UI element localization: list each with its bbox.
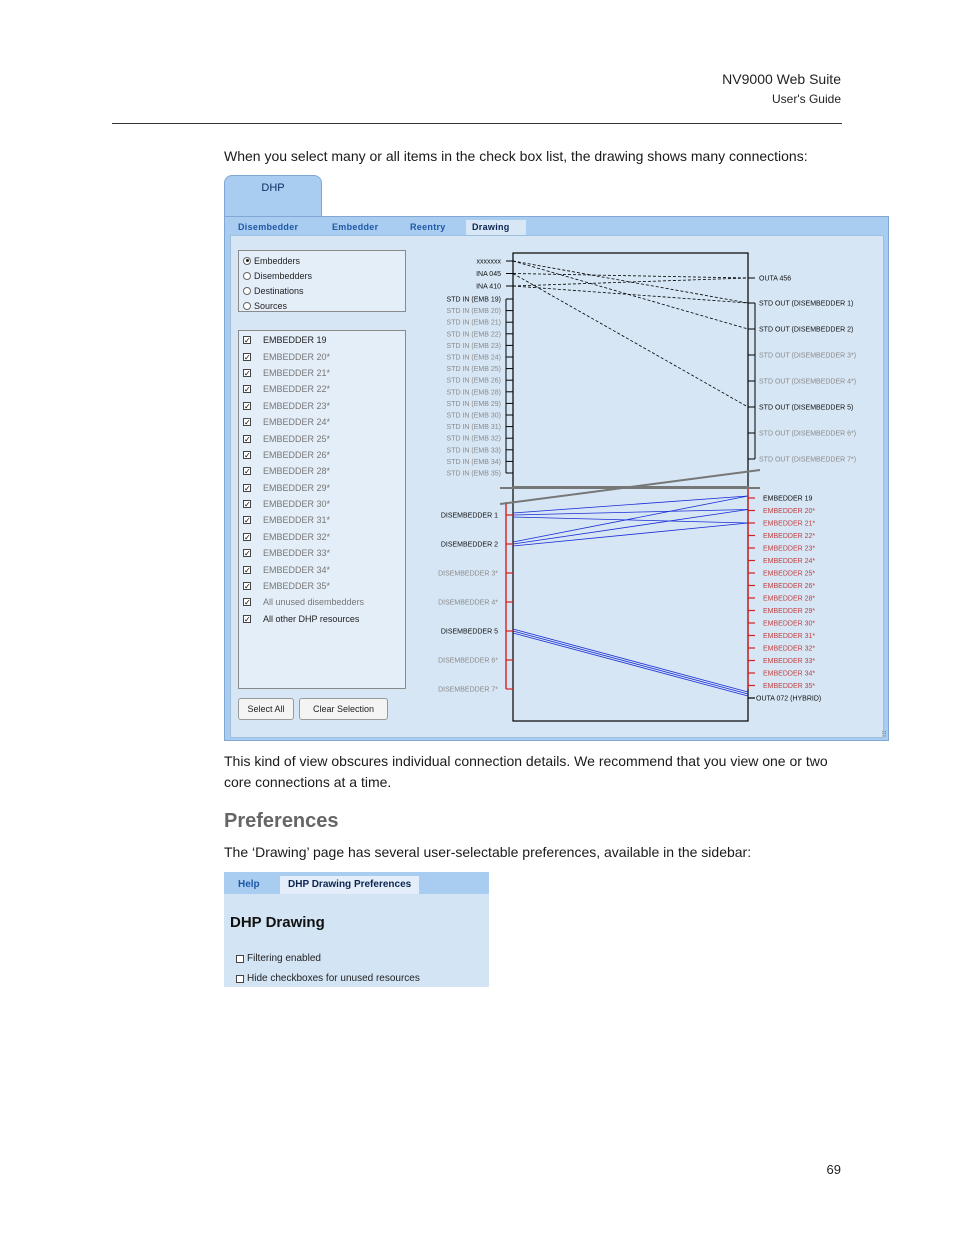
check-item-label: EMBEDDER 25* bbox=[263, 433, 331, 444]
disembedder-label: DISEMBEDDER 4* bbox=[438, 599, 498, 607]
input-label: STD IN (EMB 19) bbox=[446, 296, 501, 304]
embedder-label: EMBEDDER 22* bbox=[763, 533, 816, 540]
checkbox-checked-icon[interactable]: ✓ bbox=[244, 467, 251, 477]
embedder-label: EMBEDDER 25* bbox=[763, 570, 816, 578]
disembedder-label: DISEMBEDDER 1 bbox=[440, 512, 498, 520]
input-label: STD IN (EMB 23) bbox=[446, 342, 501, 350]
clear-selection-button[interactable]: Clear Selection bbox=[299, 698, 388, 720]
input-label: STD IN (EMB 35) bbox=[446, 470, 501, 478]
disembedder-label: DISEMBEDDER 6* bbox=[438, 657, 498, 665]
tab-dhp[interactable]: DHP bbox=[224, 175, 322, 219]
checkbox-checked-icon[interactable]: ✓ bbox=[244, 483, 251, 493]
check-item-label: EMBEDDER 33* bbox=[263, 548, 331, 559]
resize-grip-icon[interactable]: ⠿ bbox=[881, 730, 887, 739]
input-label: STD IN (EMB 28) bbox=[446, 389, 501, 397]
disembedder-label: DISEMBEDDER 3* bbox=[438, 570, 498, 578]
checkbox-checked-icon[interactable]: ✓ bbox=[244, 598, 251, 608]
input-label: STD IN (EMB 32) bbox=[446, 435, 501, 443]
connection-blue bbox=[513, 629, 748, 692]
header-rule bbox=[112, 123, 842, 124]
connection-dashed bbox=[513, 278, 748, 286]
input-label: xxxxxxx bbox=[476, 258, 501, 266]
input-label: STD IN (EMB 21) bbox=[446, 319, 501, 327]
input-label: STD IN (EMB 26) bbox=[446, 377, 501, 385]
input-label: STD IN (EMB 24) bbox=[446, 354, 501, 362]
check-item-label: EMBEDDER 26* bbox=[263, 449, 331, 460]
subtab-drawing[interactable]: Drawing bbox=[466, 220, 526, 235]
checkbox-checked-icon[interactable]: ✓ bbox=[244, 516, 251, 526]
prefs-title: DHP Drawing bbox=[230, 914, 325, 931]
connection-dashed bbox=[513, 286, 748, 303]
embedder-label: EMBEDDER 28* bbox=[763, 595, 816, 603]
output-label: STD OUT (DISEMBEDDER 5) bbox=[759, 404, 854, 412]
output-label: OUTA 456 bbox=[759, 275, 792, 283]
checkbox-checked-icon[interactable]: ✓ bbox=[244, 532, 251, 542]
input-label: STD IN (EMB 29) bbox=[446, 400, 501, 408]
input-label: STD IN (EMB 34) bbox=[446, 458, 501, 466]
check-item-label: EMBEDDER 28* bbox=[263, 466, 331, 477]
embedder-label: EMBEDDER 31* bbox=[763, 633, 816, 640]
checkbox-checked-icon[interactable]: ✓ bbox=[244, 582, 251, 592]
connection-blue bbox=[513, 517, 748, 523]
drawing-preferences-screenshot bbox=[224, 872, 489, 987]
checkbox-checked-icon[interactable]: ✓ bbox=[244, 401, 251, 411]
check-item-label: All unused disembedders bbox=[263, 597, 365, 608]
input-label: INA 045 bbox=[476, 271, 501, 278]
connection-dashed bbox=[513, 261, 748, 329]
checkbox-checked-icon[interactable]: ✓ bbox=[244, 565, 251, 575]
connection-dashed bbox=[513, 274, 748, 408]
checkbox-checked-icon[interactable]: ✓ bbox=[244, 352, 251, 362]
pref-hide-unused-checkboxes[interactable]: Hide checkboxes for unused resources bbox=[236, 973, 420, 984]
input-label: STD IN (EMB 31) bbox=[446, 424, 501, 432]
embedder-label: EMBEDDER 19 bbox=[763, 495, 813, 503]
radio-sources[interactable]: Sources bbox=[239, 298, 405, 313]
checkbox-checked-icon[interactable]: ✓ bbox=[244, 368, 251, 378]
checkbox-checked-icon[interactable]: ✓ bbox=[244, 450, 251, 460]
embedder-label: EMBEDDER 20* bbox=[763, 508, 816, 515]
check-item-label: EMBEDDER 34* bbox=[263, 564, 331, 575]
checkbox-checked-icon[interactable]: ✓ bbox=[244, 336, 251, 346]
checkbox-icon[interactable] bbox=[236, 975, 244, 983]
embedder-label: EMBEDDER 23* bbox=[763, 545, 816, 553]
input-label: STD IN (EMB 20) bbox=[446, 308, 501, 316]
input-label: STD IN (EMB 30) bbox=[446, 412, 501, 420]
intro-paragraph: When you select many or all items in the check box list, the drawing shows many connections: bbox=[224, 148, 808, 164]
disembedder-label: DISEMBEDDER 2 bbox=[440, 541, 498, 549]
check-item-label: EMBEDDER 23* bbox=[263, 400, 331, 411]
pref-filtering-enabled[interactable]: Filtering enabled bbox=[236, 953, 321, 964]
check-item-label: EMBEDDER 19 bbox=[263, 335, 327, 346]
subtab-disembedder[interactable]: Disembedder bbox=[238, 222, 299, 232]
checkbox-checked-icon[interactable]: ✓ bbox=[244, 434, 251, 444]
embedder-label: EMBEDDER 29* bbox=[763, 608, 816, 615]
embedder-label: EMBEDDER 34* bbox=[763, 670, 816, 678]
check-item-label: EMBEDDER 29* bbox=[263, 482, 331, 493]
dhp-drawing-screenshot bbox=[224, 175, 889, 741]
header-title: NV9000 Web Suite bbox=[722, 71, 841, 87]
check-item-label: All other DHP resources bbox=[263, 613, 360, 624]
check-item-label: EMBEDDER 30* bbox=[263, 499, 331, 510]
connection-blue bbox=[513, 496, 748, 542]
check-item-label: EMBEDDER 35* bbox=[263, 581, 331, 592]
embedder-label: EMBEDDER 33* bbox=[763, 658, 816, 665]
embedder-label: EMBEDDER 30* bbox=[763, 620, 816, 628]
checkbox-checked-icon[interactable]: ✓ bbox=[244, 385, 251, 395]
prefs-intro-paragraph: The ‘Drawing’ page has several user-selectable preferences, available in the sidebar: bbox=[224, 844, 752, 860]
input-label: STD IN (EMB 33) bbox=[446, 447, 501, 455]
radio-embedders[interactable]: Embedders bbox=[239, 253, 405, 268]
output-label: STD OUT (DISEMBEDDER 3*) bbox=[759, 352, 857, 360]
embedder-label: EMBEDDER 35* bbox=[763, 683, 816, 690]
after-paragraph: This kind of view obscures individual connection details. We recommend that you view one or two core connections at a time. bbox=[224, 753, 828, 790]
output-label: STD OUT (DISEMBEDDER 6*) bbox=[759, 430, 857, 438]
output-label: STD OUT (DISEMBEDDER 1) bbox=[759, 300, 854, 308]
input-label: STD IN (EMB 22) bbox=[446, 331, 501, 339]
output-label: STD OUT (DISEMBEDDER 4*) bbox=[759, 378, 857, 386]
checkbox-checked-icon[interactable]: ✓ bbox=[244, 549, 251, 559]
header-subtitle: User's Guide bbox=[772, 92, 841, 106]
embedder-label: OUTA 072 (HYBRID) bbox=[756, 695, 822, 703]
check-item-label: EMBEDDER 32* bbox=[263, 531, 331, 542]
connection-dashed bbox=[513, 274, 748, 279]
page-number: 69 bbox=[826, 1162, 841, 1177]
checkbox-checked-icon[interactable]: ✓ bbox=[244, 614, 251, 624]
embedder-label: EMBEDDER 21* bbox=[763, 520, 816, 528]
tab-help[interactable]: Help bbox=[238, 879, 260, 890]
input-label: INA 410 bbox=[476, 283, 501, 291]
radio-disembedders[interactable]: Disembedders bbox=[239, 268, 405, 283]
tab-dhp-drawing-preferences[interactable]: DHP Drawing Preferences bbox=[280, 876, 419, 894]
radio-destinations[interactable]: Destinations bbox=[239, 283, 405, 298]
checkbox-checked-icon[interactable]: ✓ bbox=[244, 418, 251, 428]
checkbox-icon[interactable] bbox=[236, 955, 244, 963]
embedder-label: EMBEDDER 24* bbox=[763, 558, 816, 565]
connection-blue bbox=[513, 633, 748, 696]
subtab-reentry[interactable]: Reentry bbox=[410, 222, 446, 232]
output-label: STD OUT (DISEMBEDDER 2) bbox=[759, 326, 854, 334]
disembedder-label: DISEMBEDDER 5 bbox=[440, 628, 498, 636]
check-item-label: EMBEDDER 24* bbox=[263, 417, 331, 428]
embedder-label: EMBEDDER 32* bbox=[763, 645, 816, 653]
check-item-label: EMBEDDER 31* bbox=[263, 515, 331, 526]
check-item-label: EMBEDDER 20* bbox=[263, 351, 331, 362]
check-item-label: EMBEDDER 21* bbox=[263, 367, 331, 378]
output-label: STD OUT (DISEMBEDDER 7*) bbox=[759, 456, 857, 464]
section-heading-preferences: Preferences bbox=[224, 810, 339, 832]
embedder-label: EMBEDDER 26* bbox=[763, 583, 816, 590]
connection-blue bbox=[513, 631, 748, 694]
disembedder-label: DISEMBEDDER 7* bbox=[438, 686, 498, 694]
connection-drawing bbox=[224, 175, 889, 741]
subtab-embedder[interactable]: Embedder bbox=[332, 222, 379, 232]
checkbox-checked-icon[interactable]: ✓ bbox=[244, 500, 251, 510]
check-item-label: EMBEDDER 22* bbox=[263, 384, 331, 395]
select-all-button[interactable]: Select All bbox=[238, 698, 294, 720]
input-label: STD IN (EMB 25) bbox=[446, 366, 501, 374]
